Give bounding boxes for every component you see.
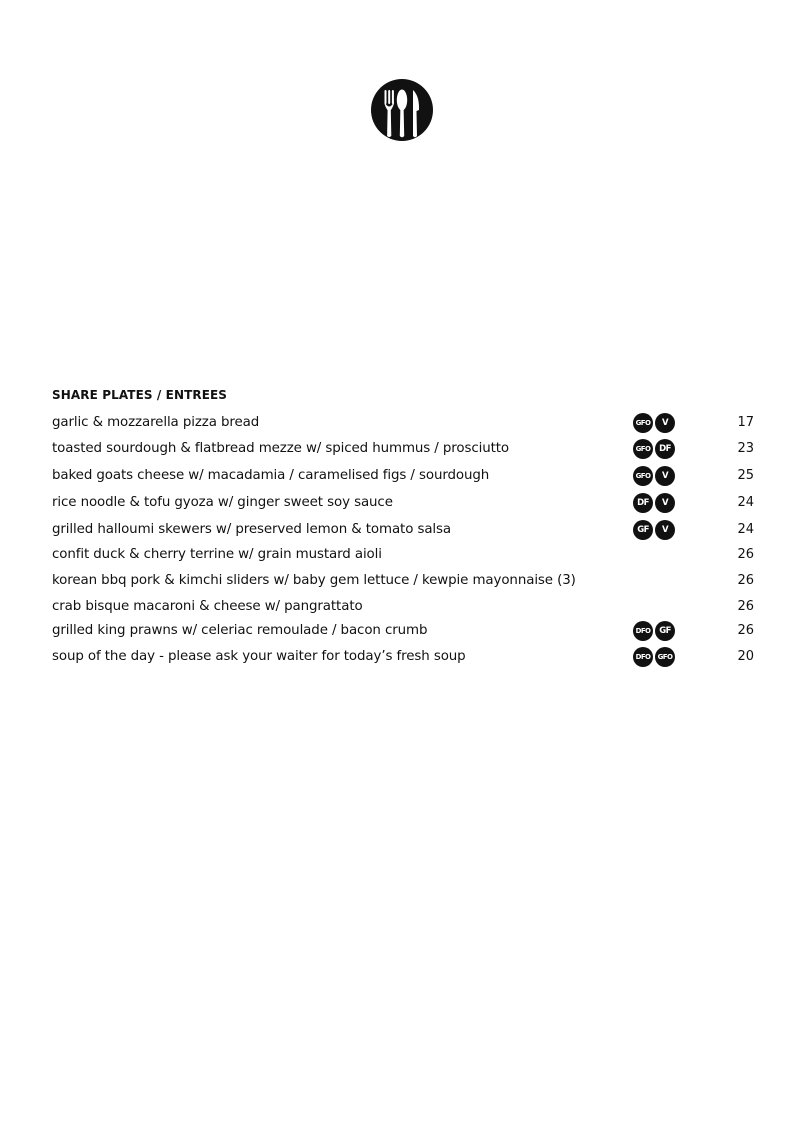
dietary-badge: V (655, 493, 675, 513)
dietary-badge: GFO (633, 439, 653, 459)
dietary-tags (633, 571, 679, 591)
menu-item (52, 545, 754, 565)
menu-item-price: 24 (737, 522, 754, 537)
cutlery-logo-icon (370, 78, 434, 142)
dietary-badge: DFO (633, 621, 653, 641)
menu-item-price: 26 (737, 623, 754, 638)
menu-item (52, 647, 754, 667)
dietary-tags (633, 493, 679, 513)
menu-item-name: soup of the day - please ask your waiter for today’s fresh soup (52, 649, 466, 664)
menu-item (52, 621, 754, 641)
menu-item-price: 17 (737, 415, 754, 430)
menu-item (52, 413, 754, 433)
dietary-badge: V (655, 520, 675, 540)
logo (370, 78, 434, 142)
dietary-tags (633, 647, 679, 667)
menu-item-price: 23 (737, 441, 754, 456)
dietary-badge: DF (655, 439, 675, 459)
dietary-badge: GF (655, 621, 675, 641)
dietary-tags (633, 439, 679, 459)
dietary-tags (633, 621, 679, 641)
menu-item-name: rice noodle & tofu gyoza w/ ginger sweet soy sauce (52, 495, 393, 510)
menu-item (52, 571, 754, 591)
menu-item-name: korean bbq pork & kimchi sliders w/ baby gem lettuce / kewpie mayonnaise (3) (52, 573, 576, 588)
menu-item-name: grilled king prawns w/ celeriac remoulade / bacon crumb (52, 623, 428, 638)
dietary-tags (633, 545, 679, 565)
menu-item (52, 493, 754, 513)
menu-item-name: crab bisque macaroni & cheese w/ pangrattato (52, 599, 363, 614)
menu-item-price: 24 (737, 495, 754, 510)
dietary-badge: V (655, 466, 675, 486)
menu-item-price: 25 (737, 468, 754, 483)
dietary-tags (633, 466, 679, 486)
dietary-tags (633, 520, 679, 540)
menu-item-name: toasted sourdough & flatbread mezze w/ spiced hummus / prosciutto (52, 441, 510, 456)
menu-item-name: grilled halloumi skewers w/ preserved lemon & tomato salsa (52, 522, 452, 537)
menu-item (52, 597, 754, 617)
dietary-badge: GFO (633, 413, 653, 433)
dietary-badge: GF (633, 520, 653, 540)
dietary-badge: DF (633, 493, 653, 513)
dietary-tags (633, 597, 679, 617)
menu-item (52, 439, 754, 459)
dietary-badge: DFO (633, 647, 653, 667)
menu-item-name: confit duck & cherry terrine w/ grain mustard aioli (52, 547, 382, 562)
menu-item-price: 26 (737, 599, 754, 614)
menu-item (52, 466, 754, 486)
menu-item-name: baked goats cheese w/ macadamia / caramelised figs / sourdough (52, 468, 490, 483)
dietary-tags (633, 413, 679, 433)
section-heading: SHARE PLATES / ENTREES (52, 388, 228, 402)
dietary-badge: GFO (655, 647, 675, 667)
dietary-badge: GFO (633, 466, 653, 486)
menu-item (52, 520, 754, 540)
menu-item-price: 20 (737, 649, 754, 664)
menu-item-price: 26 (737, 573, 754, 588)
dietary-badge: V (655, 413, 675, 433)
menu-item-name: garlic & mozzarella pizza bread (52, 415, 260, 430)
menu-item-price: 26 (737, 547, 754, 562)
